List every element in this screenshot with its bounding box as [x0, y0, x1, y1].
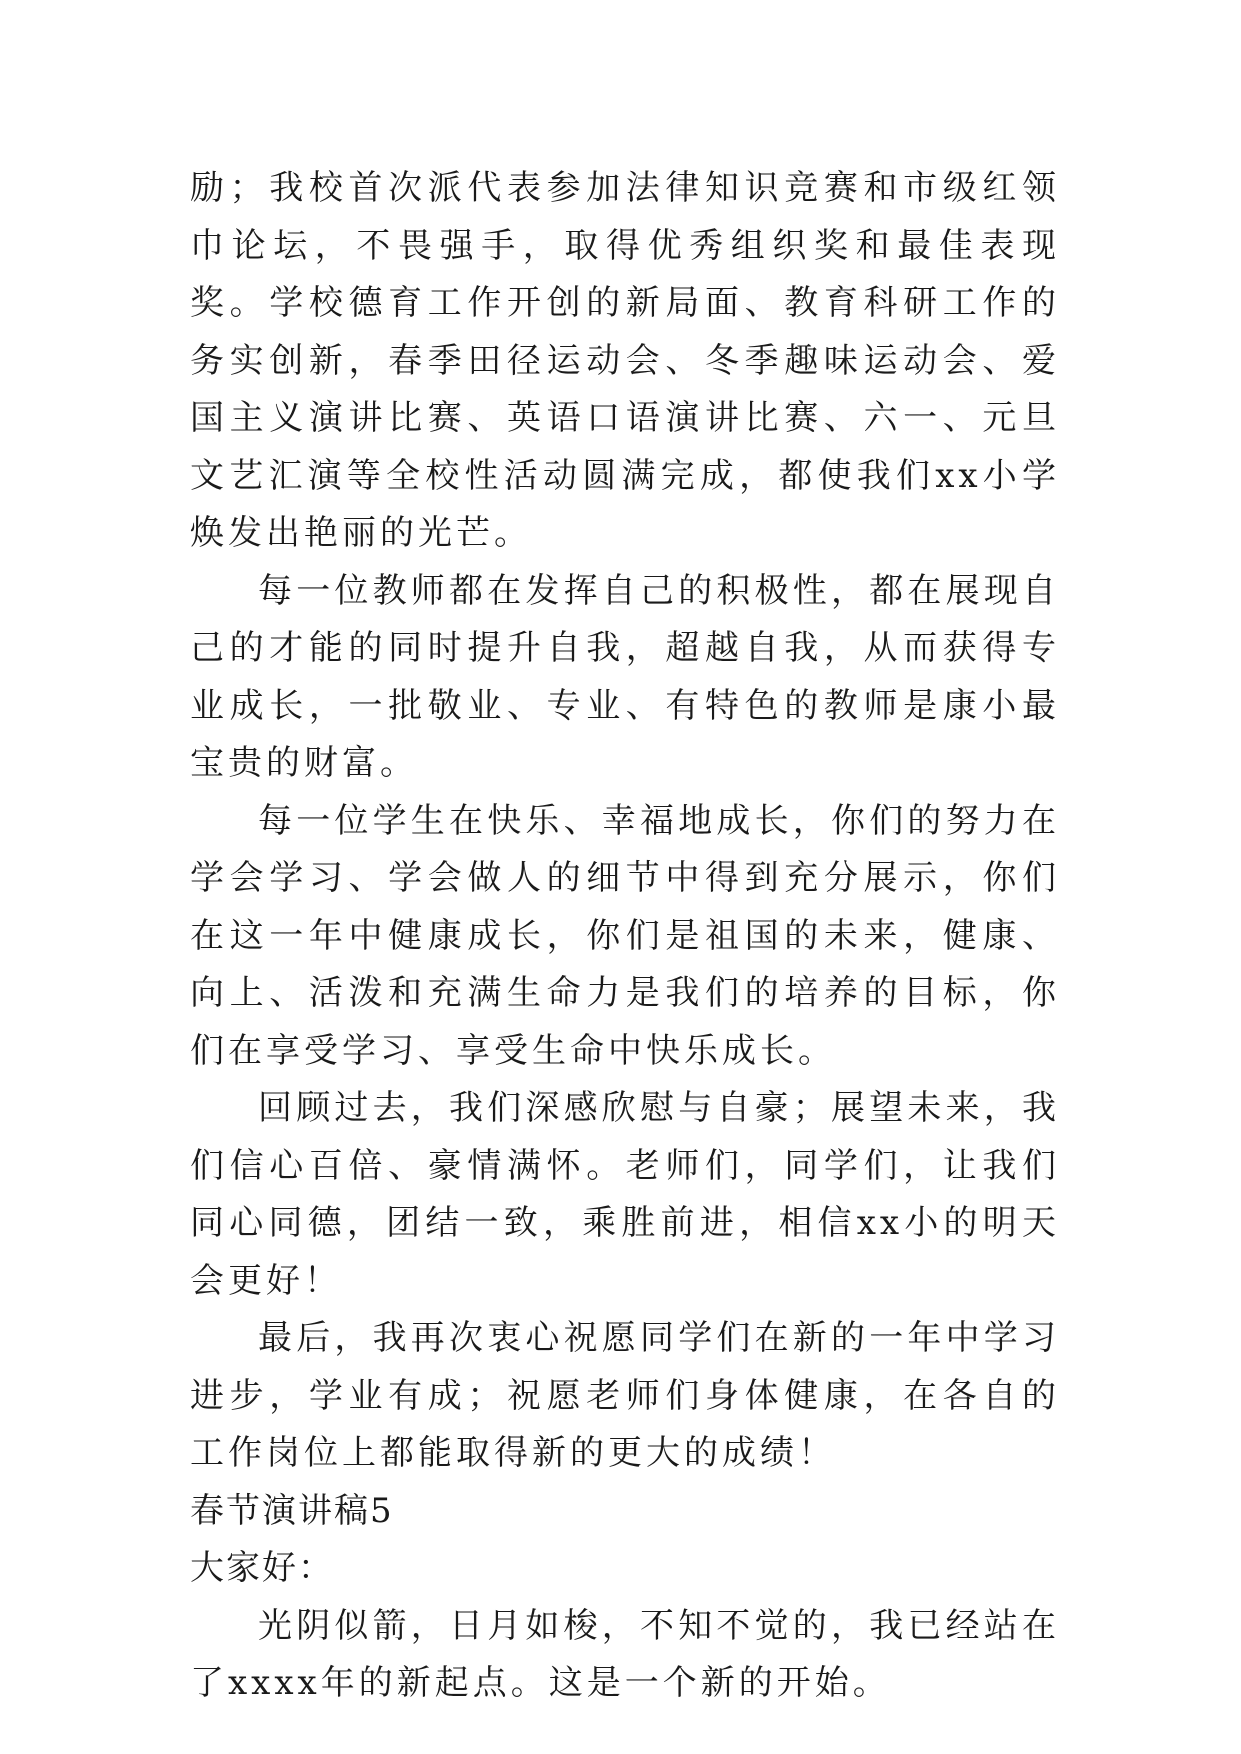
paragraph-review: 回顾过去，我们深感欣慰与自豪；展望未来，我们信心百倍、豪情满怀。老师们，同学们，让我们同心同德，团结一致，乘胜前进，相信xx小的明天会更好！: [190, 1088, 1060, 1301]
document-body: [190, 160, 1060, 1713]
paragraph-new-start: 光阴似箭，日月如梭，不知不觉的，我已经站在了xxxx年的新起点。这是一个新的开始。: [190, 1605, 1060, 1703]
greeting: 大家好：: [190, 1548, 334, 1588]
section-heading: 春节演讲稿5: [190, 1490, 394, 1531]
paragraph-continuation: 励；我校首次派代表参加法律知识竞赛和市级红领巾论坛，不畏强手，取得优秀组织奖和最佳表现奖。学校德育工作开创的新局面、教育科研工作的务实创新，春季田径运动会、冬季趣味运动会、爱国主义演讲比赛、英语口语演讲比赛、六一、元旦文艺汇演等全校性活动圆满完成，都使我们xx小学焕发出艳丽的光芒。: [190, 168, 1060, 553]
paragraph-wishes: 最后，我再次衷心祝愿同学们在新的一年中学习进步，学业有成；祝愿老师们身体健康，在各自的工作岗位上都能取得新的更大的成绩！: [190, 1318, 1060, 1473]
paragraph-students: 每一位学生在快乐、幸福地成长，你们的努力在学会学习、学会做人的细节中得到充分展示，你们在这一年中健康成长，你们是祖国的未来，健康、向上、活泼和充满生命力是我们的培养的目标，你们在享受学习、享受生命中快乐成长。: [190, 800, 1060, 1071]
paragraph-teachers: 每一位教师都在发挥自己的积极性，都在展现自己的才能的同时提升自我，超越自我，从而获得专业成长，一批敬业、专业、有特色的教师是康小最宝贵的财富。: [190, 570, 1060, 783]
